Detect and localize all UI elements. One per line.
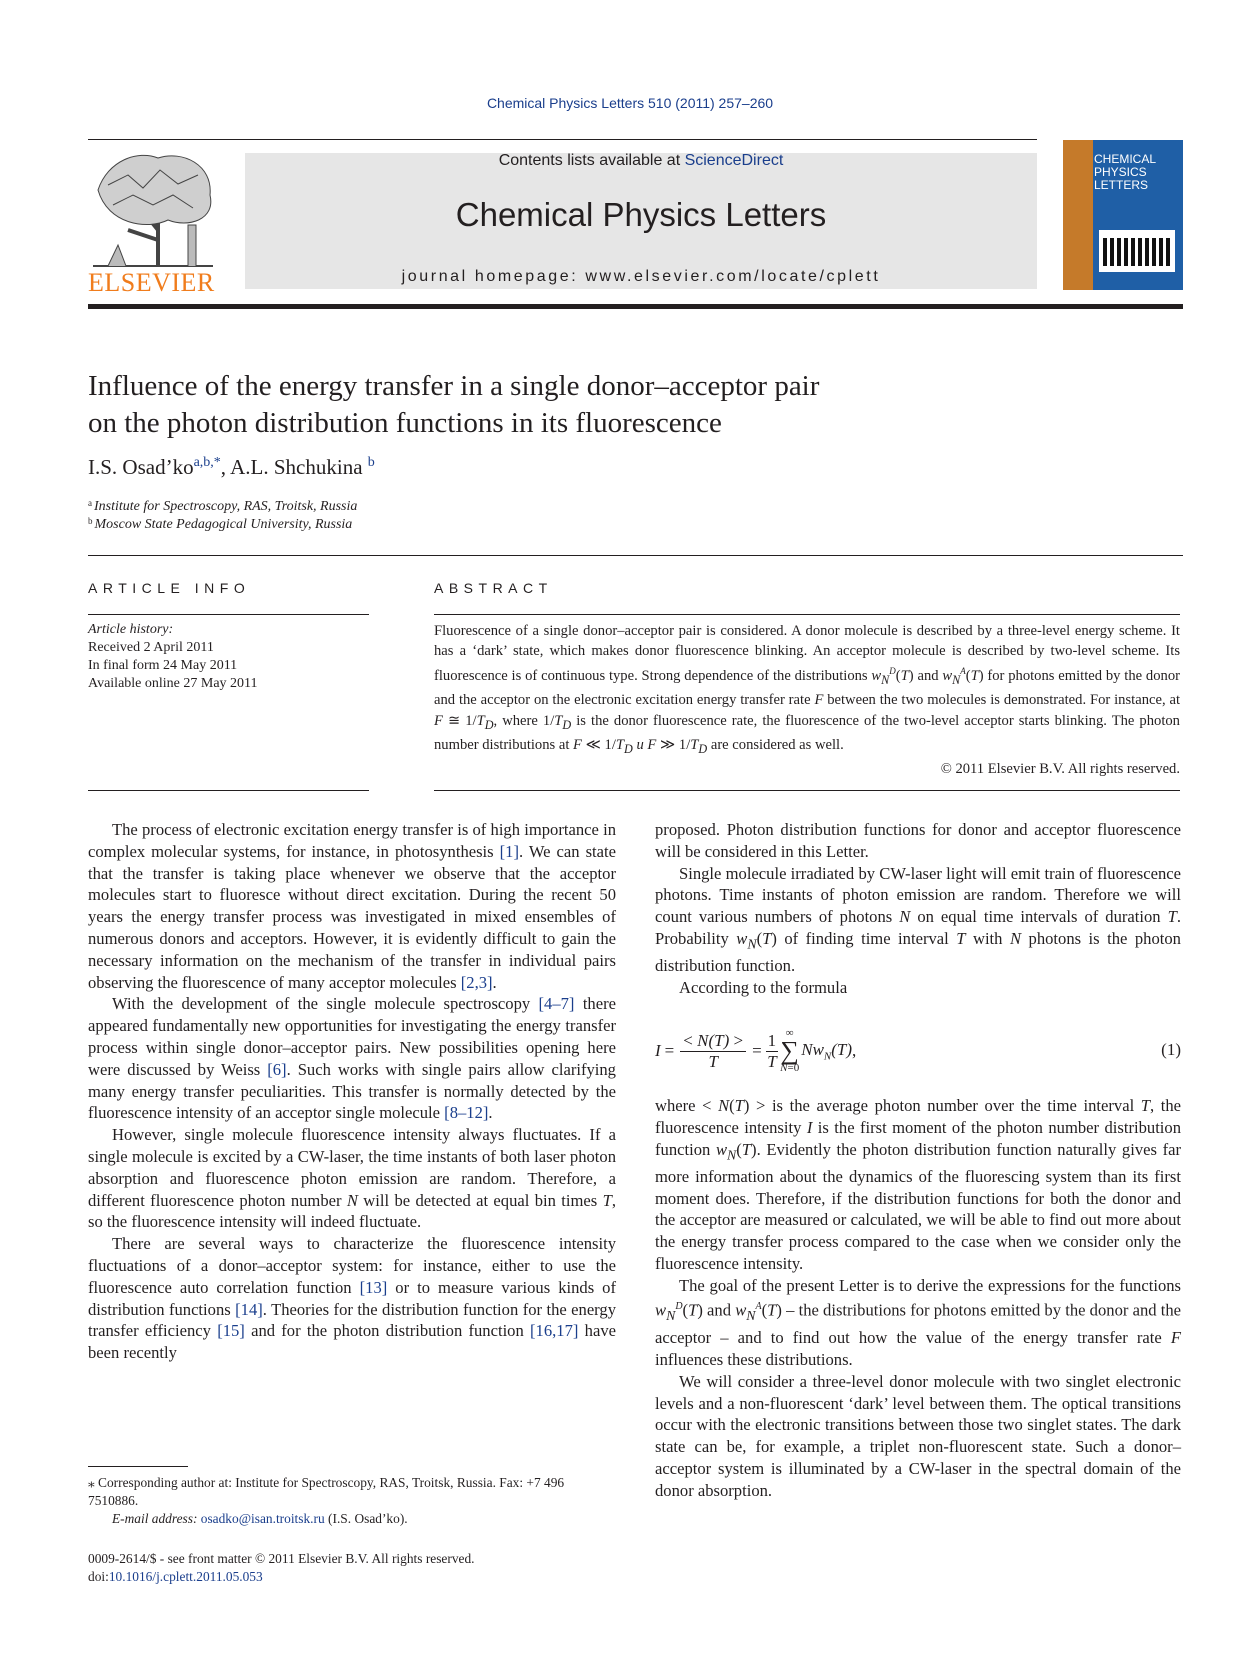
article-title-line: on the photon distribution functions in its fluorescence (88, 407, 722, 439)
affiliation-b: $^b$ Moscow State Pedagogical University, Russia (88, 516, 353, 532)
corresponding-author-note: ⁎ Corresponding author at: Institute for Spectroscopy, RAS, Troitsk, Russia. Fax: +7 496 7510886. (88, 1475, 565, 1508)
doi-link[interactable]: 10.1016/j.cplett.2011.05.053 (108, 1569, 263, 1584)
cover-title-line: LETTERS (1094, 178, 1149, 192)
sciencedirect-link[interactable]: ScienceDirect (684, 152, 784, 169)
history-label: Article history: (88, 622, 174, 637)
article-title-line: Influence of the energy transfer in a single donor–acceptor pair (88, 370, 820, 402)
homepage-url[interactable]: www.elsevier.com/locate/cplett (585, 268, 881, 285)
equation-body: I = $\frac{< N(T) >}{T}$ = $\frac{1}{T}$ ∞ ∑ N=0 $Nw_N(T)$ , (655, 1027, 857, 1074)
paragraph: where < N(T) > is the average photon number over the time interval T, the fluorescence intensity I is the first moment of the photon number distribution function $w_N(T)$. Evidently the photon distribution function naturally gives far more information about the dynamics of the fluorescing system than its first moment does. Therefore, if the distribution functions for both the donor and the acceptor are measured or calculated, we will be able to find out more about the energy transfer process compared to the case when we consider only the fluorescence intensity. (655, 1096, 1182, 1273)
cover-title (1094, 153, 1156, 192)
author-list (88, 455, 375, 480)
cover-graphic (1099, 230, 1175, 272)
corresponding-author-star[interactable]: * (213, 455, 221, 470)
paragraph: The goal of the present Letter is to derive the expressions for the functions $w_N^D(T)$ and $w_N^A(T)$ – the distributions for photons emitted by the donor and the acceptor – and to find out how the value of the energy transfer rate F influences these distributions. (655, 1275, 1181, 1369)
abstract-bottom-rule (434, 790, 1180, 791)
affiliation-marks[interactable]: b (367, 455, 375, 470)
author-name[interactable]: , A.L. Shchukina (220, 455, 363, 479)
paragraph: Single molecule irradiated by CW-laser light will emit train of fluorescence photons. Time instants of photon emission are random. Therefore we will count various numbers of photons N on equal time intervals of duration T. Probability $w_N(T)$ of finding time interval T with N photons is the photon distribution function. (655, 863, 1181, 976)
contents-line (245, 152, 1037, 170)
journal-name: Chemical Physics Letters (455, 196, 827, 233)
history-online: Available online 27 May 2011 (88, 676, 258, 691)
reference-link[interactable]: [1] (499, 841, 519, 861)
affiliation-mark: b (88, 516, 93, 526)
equation-number: (1) (1161, 1040, 1181, 1059)
elsevier-tree-logo[interactable] (88, 150, 218, 268)
history-final-form: In final form 24 May 2011 (88, 658, 238, 673)
issn-line: 0009-2614/$ - see front matter © 2011 Elsevier B.V. All rights reserved. (88, 1551, 475, 1566)
article-info-rule (88, 614, 369, 615)
affiliation-a: $^a$ Institute for Spectroscopy, RAS, Troitsk, Russia (88, 498, 358, 514)
body-column-left (88, 819, 616, 1364)
body-column-right-bottom (655, 1095, 1181, 1502)
paragraph: We will consider a three-level donor molecule with two singlet electronic levels and a non-fluorescent ‘dark’ level between them. The optical transitions occur with the electronic transitions between those two singlet states. The dark state can be, for example, a triplet non-fluorescent state. Such a donor–acceptor system is illuminated by a CW-laser in the spectral domain of the donor absorption. (655, 1371, 1181, 1500)
abstract-text: Fluorescence of a single donor–acceptor pair is considered. A donor molecule is described by a three-level energy scheme. It has a ‘dark’ state, which makes donor fluorescence blinking. An acceptor molecule is described by two-level scheme. Its fluorescence is of continuous type. Strong dependence of the distributions $w_N^D(T)$ and $w_N^A(T)$ for photons emitted by the donor and the acceptor on the electronic excitation energy transfer rate F between the two molecules is demonstrated. For instance, at F ≅ $1/T_D$, where $1/T_D$ is the donor fluorescence rate, the fluorescence of the two-level acceptor starts blinking. The photon number distributions at F ≪ $1/T_D$ u F ≫ $1/T_D$ are considered as well. © 2011 Elsevier B.V. All rights reserved. (434, 621, 1180, 779)
reference-link[interactable]: [6] (267, 1059, 287, 1079)
reference-link[interactable]: [13] (359, 1277, 388, 1297)
abstract-rule (434, 614, 1180, 615)
reference-link[interactable]: [2,3] (460, 972, 493, 992)
paragraph: With the development of the single molecule spectroscopy [4–7] there appeared fundamentally new opportunities for investigating the energy transfer process within single donor–acceptor pairs. New possibilities opening here were discussed by Weiss [6]. Such works with single pairs allow clarifying many energy transfer peculiarities. This transfer is normally detected by the fluorescence intensity of an acceptor single molecule [8–12]. (88, 994, 616, 1123)
author-name[interactable]: I.S. Osad’ko (88, 455, 194, 479)
article-info-heading: ARTICLE INFO (88, 580, 251, 596)
journal-homepage (245, 268, 1037, 286)
body-column-right-top (655, 819, 1181, 999)
reference-link[interactable]: [4–7] (538, 994, 575, 1014)
reference-link[interactable]: [8–12] (444, 1103, 489, 1123)
elsevier-wordmark[interactable]: ELSEVIER (88, 268, 215, 297)
reference-link[interactable]: [16,17] (530, 1321, 579, 1341)
abstract-copyright: © 2011 Elsevier B.V. All rights reserved. (940, 760, 1180, 777)
cover-side-art (1063, 140, 1093, 290)
equation-1 (655, 1016, 1181, 1086)
article-title (88, 368, 1088, 442)
email-line: E-mail address: osadko@isan.troitsk.ru (I.S. Osad’ko). (112, 1511, 408, 1526)
article-info-bottom-rule (88, 790, 369, 791)
paragraph: The process of electronic excitation energy transfer is of high importance in complex molecular systems, for instance, in photosynthesis [1]. We can state that the transfer is taking place whenever we observe that the acceptor molecules start to fluoresce without direct excitation. During the recent 50 years the energy transfer process was investigated in mixed ensembles of numerous donors and acceptors. However, it is evidently difficult to gain the necessary information on the mechanism of the transfer in individual pairs observing the fluorescence of many acceptor molecules [2,3]. (88, 820, 616, 992)
issn-doi (88, 1550, 475, 1586)
affiliation-marks[interactable]: a,b,* (193, 455, 221, 470)
reference-link[interactable]: [15] (217, 1321, 245, 1341)
doi-label: doi: (88, 1569, 109, 1584)
email-label: E-mail address: (112, 1511, 201, 1526)
paragraph: According to the formula (679, 977, 848, 997)
paragraph: There are several ways to characterize the fluorescence intensity fluctuations of a donor–acceptor system: for instance, either to use the fluorescence auto correlation function [13] or to measure various kinds of distribution functions [14]. Theories for the distribution function for the energy transfer efficiency [15] and for the photon distribution function [16,17] have been recently (88, 1234, 617, 1363)
cover-title-line: CHEMICAL (1094, 152, 1157, 166)
history-received: Received 2 April 2011 (88, 640, 214, 655)
email-link[interactable]: osadko@isan.troitsk.ru (200, 1511, 325, 1526)
reference-link[interactable]: [14] (235, 1299, 263, 1319)
paragraph: proposed. Photon distribution functions for donor and acceptor fluorescence will be considered in this Letter. (655, 820, 1181, 861)
header-bottom-rule (88, 304, 1183, 309)
abstract-heading: ABSTRACT (434, 580, 553, 596)
cover-title-line: PHYSICS (1094, 165, 1147, 179)
header-top-rule (88, 139, 1037, 140)
section-rule (88, 555, 1183, 556)
journal-cover-thumbnail[interactable] (1063, 140, 1183, 290)
footnote-rule (88, 1466, 188, 1467)
article-history (88, 621, 258, 693)
paragraph: However, single molecule fluorescence intensity always fluctuates. If a single molecule is excited by a CW-laser, the time instants of both laser photon absorption and fluorescence photon emission are random. Therefore, a different fluorescence photon number N will be detected at equal bin times T, so the fluorescence intensity will indeed fluctuate. (88, 1125, 616, 1232)
footnote-star: ⁎ (88, 1475, 95, 1490)
footnote (88, 1474, 616, 1528)
journal-citation[interactable]: Chemical Physics Letters 510 (2011) 257–260 (486, 95, 774, 111)
affiliation-mark: a (88, 498, 92, 508)
homepage-prefix: journal homepage: (401, 268, 586, 285)
contents-prefix: Contents lists available at (498, 152, 685, 169)
doi-line (88, 1568, 475, 1586)
